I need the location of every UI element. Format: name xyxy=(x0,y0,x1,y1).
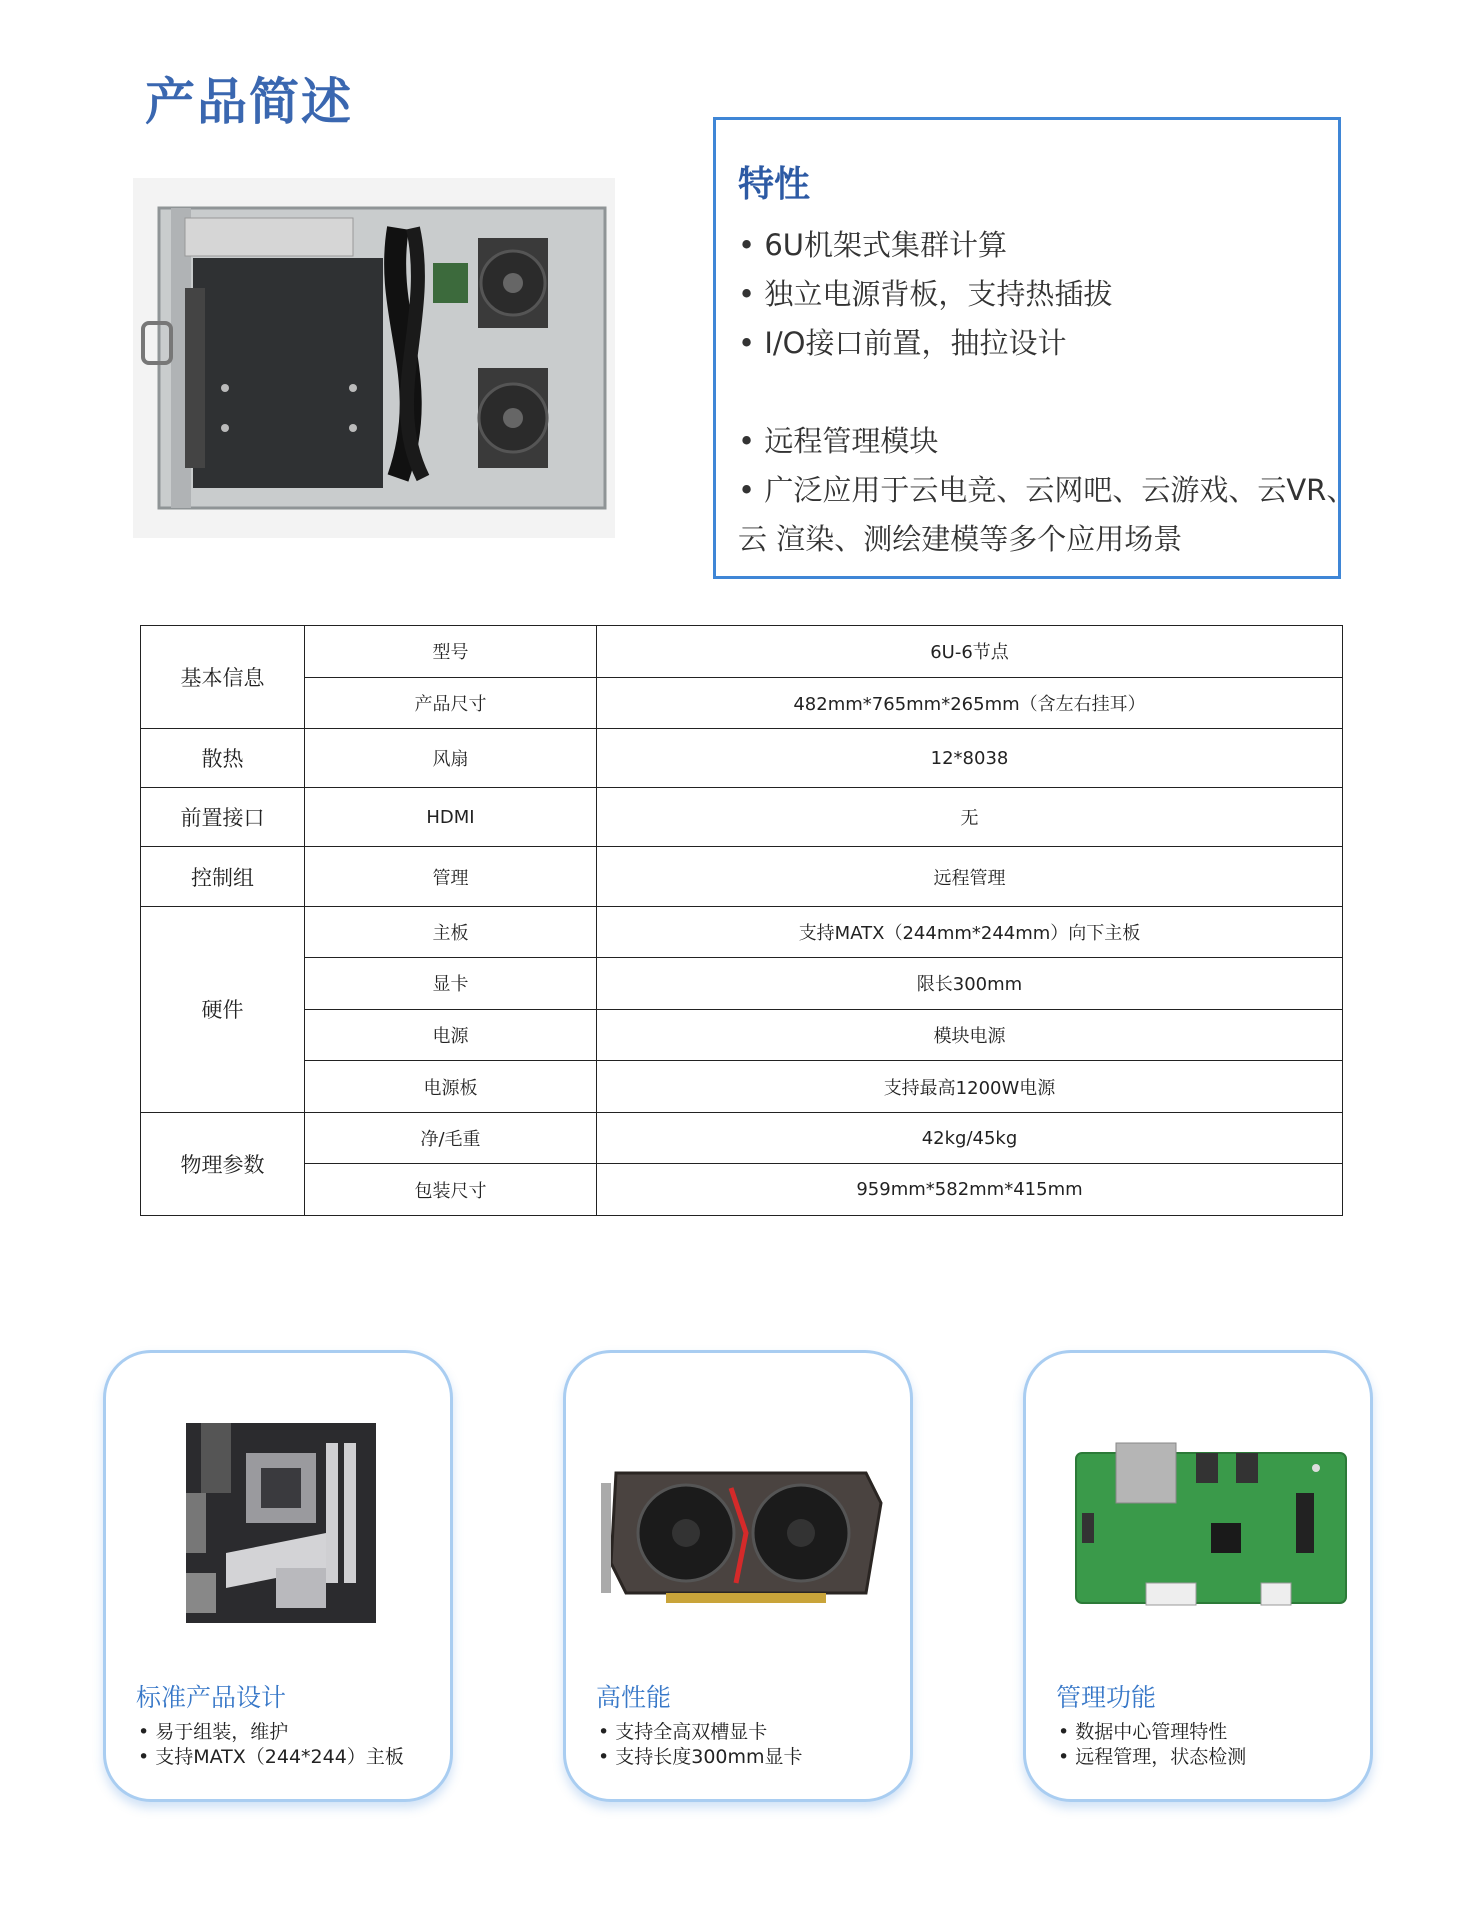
feature-item: • 独立电源背板，支持热插拔 xyxy=(738,277,1113,311)
spec-table xyxy=(140,625,1343,1216)
card-title: 管理功能 xyxy=(1056,1683,1157,1712)
item-cell: 电源板 xyxy=(305,1061,597,1113)
feature-item: • 6U机架式集群计算 xyxy=(738,228,1008,262)
page-title: 产品简述 xyxy=(145,73,353,131)
item-cell: 产品尺寸 xyxy=(305,677,597,729)
category-cell: 基本信息 xyxy=(141,626,305,729)
card-bullet: • 支持全高双槽显卡 xyxy=(598,1721,768,1743)
category-cell: 控制组 xyxy=(141,847,305,906)
value-cell: 6U-6节点 xyxy=(597,626,1343,678)
table-row xyxy=(141,729,1343,788)
table-row xyxy=(141,1009,1343,1061)
item-cell: 风扇 xyxy=(305,729,597,788)
category-cell: 前置接口 xyxy=(141,788,305,847)
table-row xyxy=(141,847,1343,906)
value-cell: 959mm*582mm*415mm xyxy=(597,1164,1343,1216)
feature-card-design xyxy=(103,1350,453,1802)
feature-spacer xyxy=(738,368,1338,417)
item-cell: 主板 xyxy=(305,906,597,958)
card-title: 标准产品设计 xyxy=(136,1683,287,1712)
management-board-image xyxy=(1046,1393,1352,1633)
table-row xyxy=(141,626,1343,678)
value-cell: 42kg/45kg xyxy=(597,1112,1343,1164)
table-row xyxy=(141,906,1343,958)
value-cell: 12*8038 xyxy=(597,729,1343,788)
card-bullets xyxy=(138,1720,404,1770)
features-box xyxy=(713,117,1356,579)
motherboard-image xyxy=(126,1393,432,1633)
value-cell: 模块电源 xyxy=(597,1009,1343,1061)
table-row xyxy=(141,1164,1343,1216)
value-cell: 远程管理 xyxy=(597,847,1343,906)
feature-item: • 广泛应用于云电竞、云网吧、云游戏、云VR、 xyxy=(738,473,1356,507)
category-cell: 物理参数 xyxy=(141,1112,305,1215)
card-bullets xyxy=(598,1720,803,1770)
item-cell: 型号 xyxy=(305,626,597,678)
chassis-image xyxy=(133,178,615,538)
value-cell: 支持MATX（244mm*244mm）向下主板 xyxy=(597,906,1343,958)
item-cell: 电源 xyxy=(305,1009,597,1061)
feature-card-management xyxy=(1023,1350,1373,1802)
card-bullet: • 数据中心管理特性 xyxy=(1058,1721,1228,1743)
item-cell: 净/毛重 xyxy=(305,1112,597,1164)
feature-item: • I/O接口前置，抽拉设计 xyxy=(738,326,1067,360)
card-bullet: • 支持MATX（244*244）主板 xyxy=(138,1746,404,1768)
item-cell: HDMI xyxy=(305,788,597,847)
card-bullet: • 支持长度300mm显卡 xyxy=(598,1746,803,1768)
table-row xyxy=(141,1112,1343,1164)
table-row xyxy=(141,677,1343,729)
table-row xyxy=(141,1061,1343,1113)
card-bullet: • 远程管理，状态检测 xyxy=(1058,1746,1247,1768)
graphics-card-image xyxy=(586,1393,892,1633)
card-bullet: • 易于组装，维护 xyxy=(138,1721,289,1743)
table-row xyxy=(141,958,1343,1010)
feature-item: • 远程管理模块 xyxy=(738,424,939,458)
category-cell: 散热 xyxy=(141,729,305,788)
table-row xyxy=(141,788,1343,847)
value-cell: 限长300mm xyxy=(597,958,1343,1010)
value-cell: 482mm*765mm*265mm（含左右挂耳） xyxy=(597,677,1343,729)
value-cell: 支持最高1200W电源 xyxy=(597,1061,1343,1113)
feature-item: 云 渲染、测绘建模等多个应用场景 xyxy=(738,522,1183,556)
item-cell: 显卡 xyxy=(305,958,597,1010)
features-heading: 特性 xyxy=(738,164,811,205)
category-cell: 硬件 xyxy=(141,906,305,1112)
feature-card-performance xyxy=(563,1350,913,1802)
card-bullets xyxy=(1058,1720,1246,1770)
item-cell: 包装尺寸 xyxy=(305,1164,597,1216)
card-title: 高性能 xyxy=(596,1683,672,1712)
item-cell: 管理 xyxy=(305,847,597,906)
value-cell: 无 xyxy=(597,788,1343,847)
